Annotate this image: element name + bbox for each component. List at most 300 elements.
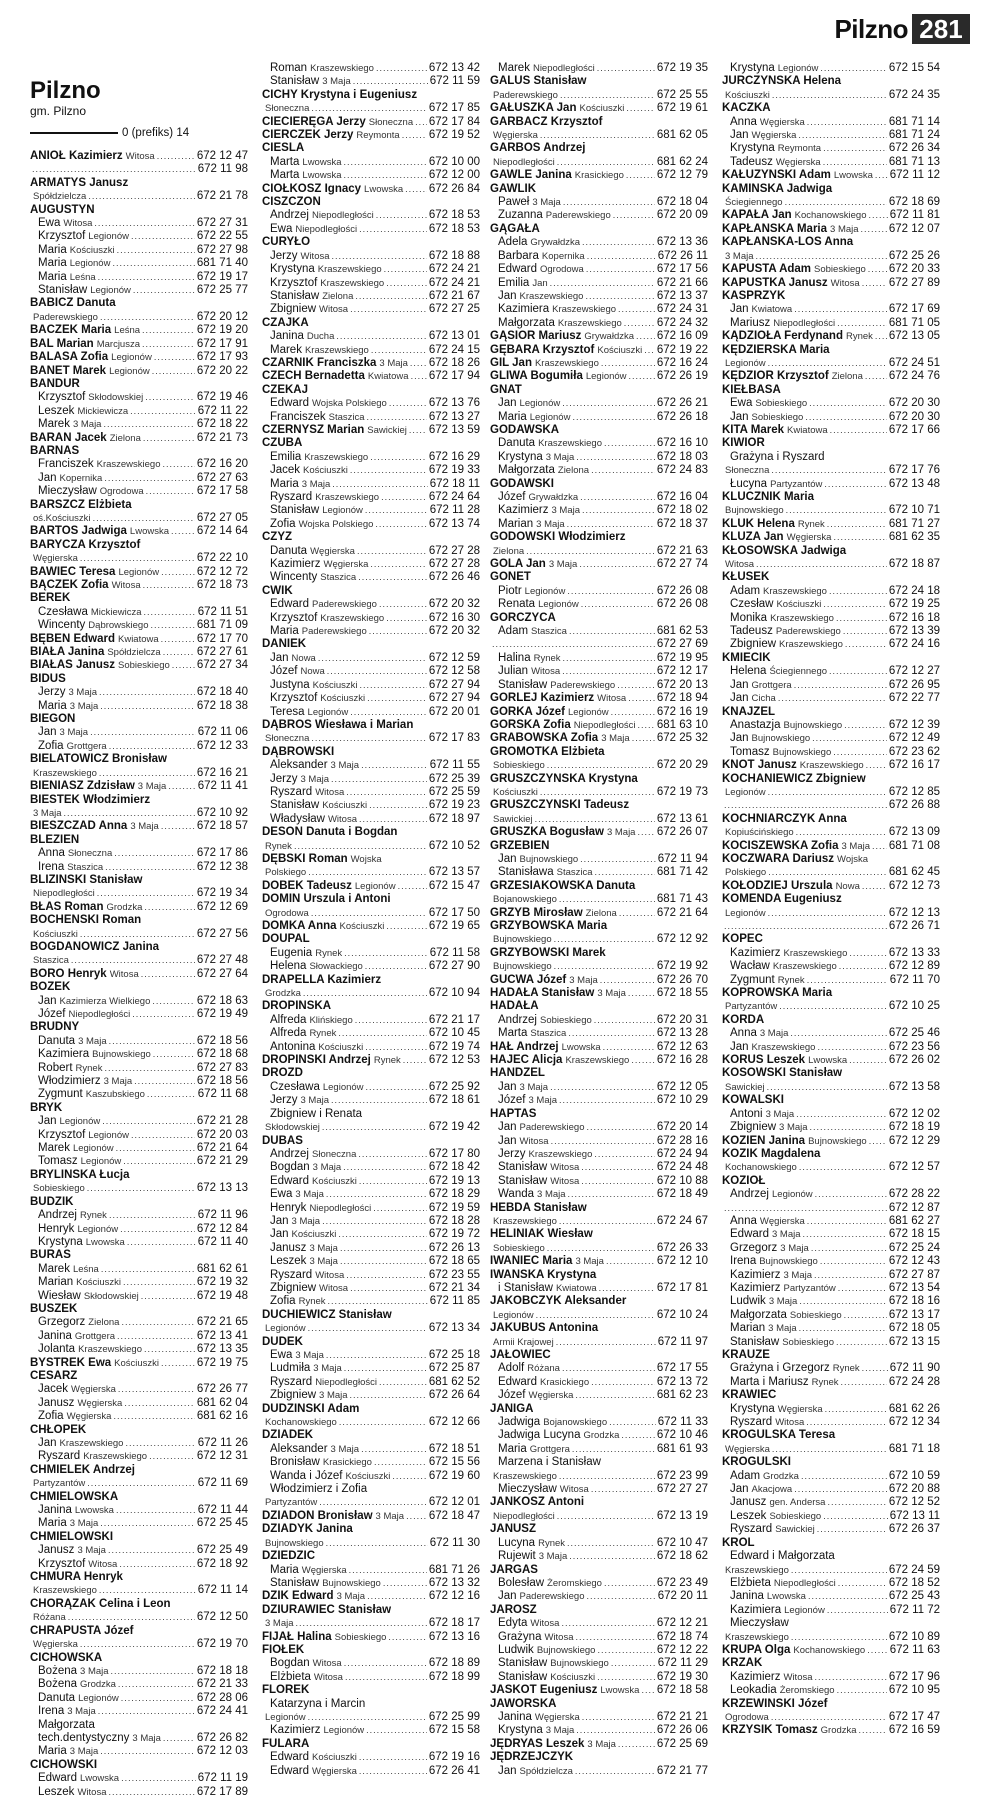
entry-street: Sobieskiego	[540, 1014, 592, 1026]
directory-entry	[490, 1041, 708, 1054]
entry-surname: DUBAS	[262, 1134, 303, 1147]
directory-entry	[490, 1188, 708, 1201]
entry-street: Grodzka	[106, 901, 143, 913]
entry-street: Kraszewskiego	[304, 451, 369, 463]
directory-entry	[30, 257, 248, 270]
entry-street: Grodzka	[80, 1679, 116, 1691]
dot-leader	[152, 365, 195, 378]
entry-first-name: Jan	[38, 994, 57, 1007]
directory-entry	[262, 491, 480, 504]
entry-street: Kościuszki	[725, 89, 770, 101]
dot-leader	[591, 1376, 655, 1389]
entry-street: Bujnowskiego	[808, 1135, 867, 1147]
entry-surname: GRUSZCZYŃSKA Krystyna	[490, 772, 638, 785]
dot-leader	[120, 1223, 195, 1236]
directory-entry	[490, 1148, 708, 1161]
entry-phone: 672 23 49	[656, 1576, 708, 1589]
entry-surname: BUDZIK	[30, 1195, 74, 1208]
directory-entry	[30, 1692, 248, 1705]
dot-leader	[375, 518, 426, 531]
dot-leader	[386, 612, 427, 625]
entry-street: Polskiego	[725, 867, 767, 879]
entry-street: Kraszewskiego	[763, 585, 827, 597]
entry-street: Grodzka	[763, 1470, 799, 1482]
dot-leader	[551, 1135, 655, 1148]
entry-phone: 681 62 53	[656, 625, 708, 638]
directory-entry	[30, 700, 248, 713]
entry-surname: BARTOS Jadwiga	[30, 525, 127, 538]
entry-first-name: Krzysztof	[38, 1557, 86, 1570]
directory-entry	[490, 799, 708, 812]
entry-phone: 672 12 79	[656, 169, 708, 182]
directory-entry	[30, 1276, 248, 1289]
directory-entry	[30, 753, 248, 766]
dot-leader	[365, 960, 427, 973]
directory-entry	[490, 504, 708, 517]
entry-phone: 672 26 08	[656, 584, 708, 597]
dot-leader	[143, 432, 195, 445]
dot-leader	[389, 397, 427, 410]
entry-phone: 672 20 14	[656, 1121, 708, 1134]
directory-entry	[490, 1698, 708, 1711]
dot-leader	[811, 1242, 887, 1255]
dot-leader	[837, 317, 887, 330]
dot-leader	[361, 759, 428, 772]
prefix-label: 0 (prefiks) 14	[122, 127, 190, 139]
dot-leader	[604, 1577, 655, 1590]
dot-leader	[415, 116, 427, 129]
entry-street: Niepodległości	[773, 1577, 836, 1589]
directory-entry	[262, 1362, 480, 1375]
dot-leader	[311, 907, 427, 920]
entry-street: Lwowska	[302, 156, 342, 168]
entry-phone: 672 17 58	[196, 485, 248, 498]
directory-entry	[262, 344, 480, 357]
directory-entry	[262, 424, 480, 437]
entry-street: Witosa	[315, 786, 345, 798]
entry-first-name: Maria	[270, 1563, 299, 1576]
entry-first-name: Marian	[498, 517, 534, 530]
entry-phone: 672 25 49	[196, 1544, 248, 1557]
directory-entry	[490, 518, 708, 531]
directory-entry	[722, 1322, 940, 1335]
entry-phone: 672 24 18	[888, 584, 940, 597]
directory-entry	[262, 1537, 480, 1550]
entry-phone: 681 62 61	[196, 1262, 248, 1275]
directory-entry	[490, 1161, 708, 1174]
entry-surname: KRZEWIŃSKI Józef	[722, 1697, 828, 1710]
directory-entry	[262, 223, 480, 236]
entry-surname: IWAŃSKA Krystyna	[490, 1268, 597, 1281]
dot-leader	[343, 1161, 427, 1174]
entry-first-name: Zbigniew i Renata	[270, 1107, 363, 1120]
directory-entry	[30, 324, 248, 337]
entry-phone: 672 12 07	[888, 222, 940, 235]
entry-street: Kraszewskiego	[519, 290, 584, 302]
entry-first-name: Piotr	[498, 584, 522, 597]
entry-street: Witosa	[530, 1618, 560, 1630]
entry-surname: KOCISZEWSKA Zofia	[722, 839, 839, 852]
entry-street: Kraszewskiego	[493, 1215, 557, 1227]
entry-street: Legionów	[354, 880, 396, 892]
entry-first-name: Henryk	[270, 1201, 307, 1214]
entry-surname: GARBACZ Krzysztof	[490, 115, 603, 128]
dot-leader	[311, 102, 426, 115]
dot-leader	[322, 1215, 427, 1228]
entry-first-name: Edyta	[498, 1617, 528, 1630]
entry-surname: CZAJKA	[262, 316, 309, 329]
dot-leader	[359, 813, 427, 826]
dot-leader	[168, 780, 195, 793]
dot-leader	[359, 1751, 427, 1764]
directory-entry	[490, 840, 708, 853]
entry-first-name: Stanisław	[270, 1576, 320, 1589]
dot-leader	[621, 1429, 654, 1442]
entry-first-name: Janina	[730, 1590, 764, 1603]
entry-phone: 672 27 98	[196, 243, 248, 256]
directory-entry	[30, 472, 248, 485]
directory-entry	[722, 317, 940, 330]
dot-leader	[601, 357, 655, 370]
entry-street: Ducha	[306, 331, 335, 343]
entry-phone: 672 12 89	[888, 960, 940, 973]
directory-entry	[262, 773, 480, 786]
entry-street: Witosa	[327, 813, 358, 825]
entry-street: Jan	[532, 277, 548, 289]
directory-entry	[490, 1228, 708, 1241]
dot-leader	[119, 1558, 194, 1571]
entry-street: 3 Maja	[569, 974, 598, 986]
dot-leader	[772, 89, 887, 102]
entry-surname: BĘBEN Edward	[30, 632, 115, 645]
entry-phone: 672 16 29	[428, 450, 480, 463]
entry-surname: KAPUSTKA Janusz	[722, 276, 828, 289]
dot-leader	[367, 411, 427, 424]
directory-entry	[490, 156, 708, 169]
entry-first-name: Anna	[38, 847, 65, 860]
entry-surname: JĘDRZEJCZYK	[490, 1751, 574, 1764]
entry-phone: 672 11 98	[197, 163, 248, 176]
entry-street: Węgierska	[323, 559, 369, 571]
dot-leader	[582, 1711, 655, 1724]
entry-first-name: Stanisław	[38, 284, 88, 297]
entry-surname: CZARNIK Franciszka	[262, 356, 377, 369]
entry-phone: 672 18 94	[656, 692, 708, 705]
entry-street: Lwowska	[766, 1591, 806, 1603]
entry-phone: 672 24 67	[656, 1214, 708, 1227]
entry-phone: 672 12 17	[656, 665, 708, 678]
entry-street: Ogrodowa	[540, 264, 584, 276]
directory-column-4	[722, 62, 940, 1738]
directory-entry	[490, 773, 708, 786]
entry-first-name: Edward	[270, 1174, 309, 1187]
entry-phone: 672 13 01	[428, 330, 480, 343]
directory-entry	[490, 1242, 708, 1255]
entry-street: Węgierska	[528, 1390, 574, 1402]
entry-phone: 672 18 03	[656, 450, 708, 463]
entry-phone: 672 26 33	[656, 1241, 708, 1254]
entry-street: Grottgera	[74, 1330, 116, 1342]
entry-phone: 672 12 50	[196, 1611, 248, 1624]
entry-phone: 672 20 31	[656, 1013, 708, 1026]
dot-leader	[778, 692, 887, 705]
entry-phone: 672 19 75	[196, 1356, 248, 1369]
dot-leader	[582, 504, 655, 517]
entry-street: Sobieskiego	[33, 1183, 85, 1195]
page-header-title: Pilzno	[834, 14, 908, 44]
entry-street: Kraszewskiego	[493, 1470, 557, 1482]
entry-street: Węgierska	[534, 1711, 580, 1723]
entry-surname: BACZEK Maria	[30, 324, 112, 337]
dot-leader	[367, 1590, 427, 1603]
entry-surname: BRUDNY	[30, 1021, 80, 1034]
entry-phone: 672 16 28	[656, 1054, 708, 1067]
entry-first-name: Janina	[38, 1504, 72, 1517]
entry-phone: 681 71 27	[888, 517, 940, 530]
entry-street: Grywałdzka	[528, 492, 579, 503]
entry-first-name: Jan	[498, 1590, 517, 1603]
entry-street: Witosa	[77, 1786, 107, 1798]
directory-entry	[262, 1617, 480, 1630]
dot-leader	[64, 807, 195, 820]
entry-first-name: Paweł	[498, 196, 530, 209]
entry-first-name: Kazimiera	[38, 1048, 90, 1061]
dot-leader	[597, 62, 655, 75]
entry-phone: 672 11 28	[429, 504, 480, 517]
dot-leader	[833, 746, 887, 759]
entry-first-name: Maria	[498, 410, 527, 423]
entry-first-name: Robert	[38, 1061, 73, 1074]
entry-street: 3 Maja	[336, 1591, 366, 1603]
entry-street: Zielona	[557, 465, 590, 477]
entry-first-name: Czesław	[730, 598, 774, 611]
dot-leader	[641, 1684, 654, 1697]
entry-street: Wojska Polskiego	[312, 398, 387, 410]
directory-entry	[30, 606, 248, 619]
dot-leader	[843, 625, 887, 638]
dot-leader	[550, 277, 655, 290]
entry-first-name: Edward	[270, 1764, 309, 1777]
directory-entry	[30, 1343, 248, 1356]
directory-entry	[722, 142, 940, 155]
entry-phone: 672 20 32	[428, 598, 480, 611]
entry-street: 3 Maja	[551, 505, 580, 517]
entry-street: Legionów	[323, 1725, 365, 1737]
entry-surname: KOZIOŁ	[722, 1174, 766, 1187]
entry-street: Spółdzielcza	[33, 191, 87, 203]
entry-surname: GODOWSKI Włodzimierz	[490, 531, 626, 544]
directory-entry	[722, 933, 940, 946]
dot-leader	[80, 928, 195, 941]
directory-entry	[490, 142, 708, 155]
dot-leader	[104, 1062, 194, 1075]
entry-street: Lwowska	[129, 526, 169, 538]
entry-first-name: Stanisław	[270, 799, 320, 812]
entry-street: Paderewskiego	[545, 210, 611, 222]
entry-surname: DESOŃ Danuta i Bogdan	[262, 826, 398, 839]
entry-first-name: Janina	[270, 330, 304, 343]
entry-phone: 672 25 32	[656, 732, 708, 745]
entry-street: Kwiatowa	[787, 424, 828, 436]
directory-entry	[30, 1705, 248, 1718]
entry-phone: 672 13 39	[888, 625, 940, 638]
entry-first-name: Jan	[498, 397, 517, 410]
entry-first-name: Kazimierz	[270, 558, 321, 571]
dot-leader	[366, 1081, 427, 1094]
entry-phone: 672 16 30	[428, 611, 480, 624]
dot-leader	[303, 987, 427, 1000]
dot-leader	[134, 1075, 195, 1088]
dot-leader	[613, 209, 655, 222]
directory-entry	[490, 330, 708, 343]
directory-entry	[490, 277, 708, 290]
entry-surname: BOGDANOWICZ Janina	[30, 940, 160, 953]
directory-entry	[262, 786, 480, 799]
entry-surname: KOMENDA Eugeniusz	[722, 893, 842, 906]
entry-street: Kraszewskiego	[565, 1055, 630, 1067]
dot-leader	[369, 799, 427, 812]
dot-leader	[108, 1544, 195, 1557]
entry-surname: GRUSZCZYŃSKI Tadeusz	[490, 799, 630, 812]
entry-phone: 672 18 22	[196, 418, 248, 431]
entry-street: Kraszewskiego	[557, 317, 622, 329]
dot-leader	[794, 303, 887, 316]
entry-street: Legionów	[725, 907, 766, 919]
entry-street: Rynek	[832, 1363, 860, 1375]
directory-entry	[30, 673, 248, 686]
dot-leader	[837, 1684, 887, 1697]
directory-entry	[722, 1309, 940, 1322]
entry-street: 3 Maja	[532, 197, 561, 209]
entry-surname: FULARA	[262, 1737, 310, 1750]
entry-phone: 672 21 65	[196, 1316, 248, 1329]
dot-leader	[868, 263, 887, 276]
dot-leader	[557, 156, 655, 169]
entry-street: Lwowska	[302, 170, 342, 182]
entry-phone: 672 13 48	[888, 477, 940, 490]
directory-entry	[490, 880, 708, 893]
entry-surname: CHORĄŻAK Celina i Leon	[30, 1597, 171, 1610]
directory-entry	[262, 1135, 480, 1148]
directory-entry	[490, 1295, 708, 1308]
entry-street: 3 Maja	[265, 1618, 294, 1630]
entry-phone: 672 13 58	[888, 1080, 940, 1093]
directory-entry	[490, 665, 708, 678]
entry-first-name: Ewa	[270, 1349, 293, 1361]
entry-first-name: Marek	[38, 1142, 70, 1155]
directory-entry	[722, 1135, 940, 1148]
directory-entry	[722, 129, 940, 142]
entry-phone: 672 28 22	[888, 1188, 940, 1201]
entry-surname: ANIOŁ Kazimierz	[30, 150, 123, 162]
entry-street: Legionów	[777, 63, 819, 74]
entry-phone: 672 18 56	[196, 1075, 248, 1088]
entry-surname: KĄDZIOŁA Ferdynand	[722, 330, 843, 343]
directory-entry	[490, 947, 708, 960]
dot-leader	[103, 418, 194, 431]
entry-street: Grywałdzka	[530, 237, 581, 249]
entry-phone: 672 13 05	[888, 330, 940, 343]
dot-leader	[338, 1228, 426, 1241]
entry-first-name: Jan	[498, 1764, 517, 1777]
entry-phone: 672 19 49	[196, 1008, 248, 1020]
entry-street: Rynek	[80, 1210, 107, 1222]
entry-street: 3 Maja	[725, 250, 754, 262]
entry-surname: JĘDRYAS Leszek	[490, 1737, 585, 1750]
entry-phone: 672 27 27	[656, 1483, 708, 1496]
entry-phone: 672 19 65	[428, 920, 480, 932]
dot-leader	[591, 1483, 655, 1496]
dot-leader	[810, 1121, 887, 1134]
dot-leader	[386, 277, 427, 290]
entry-phone: 672 25 45	[196, 1517, 248, 1530]
prefix-rule	[30, 132, 118, 134]
entry-first-name: Danuta	[498, 437, 536, 450]
entry-street: Witosa	[775, 1417, 805, 1429]
directory-entry	[262, 706, 480, 719]
entry-street: Kraszewskiego	[78, 1344, 142, 1356]
entry-first-name: Aleksander	[270, 759, 328, 772]
dot-leader	[724, 1202, 887, 1215]
entry-first-name: Andrzej	[498, 1013, 537, 1026]
entry-street: Legionów	[529, 411, 571, 423]
dot-leader	[827, 1604, 888, 1617]
entry-phone: 672 21 17	[428, 1013, 480, 1026]
entry-phone: 672 25 24	[888, 1241, 940, 1254]
directory-entry	[722, 1255, 940, 1268]
directory-entry	[490, 1081, 708, 1094]
entry-street: Sobieskiego	[769, 1510, 822, 1522]
entry-phone: 672 26 95	[888, 678, 940, 691]
entry-phone: 672 11 51	[197, 605, 248, 618]
entry-surname: BIDUŚ	[30, 672, 66, 685]
directory-entry	[262, 799, 480, 812]
entry-street: Ogrodowa	[99, 486, 144, 498]
entry-street: 3 Maja	[330, 760, 360, 772]
entry-street: Niepodległości	[773, 317, 836, 329]
entry-phone: 672 27 63	[196, 471, 248, 484]
entry-phone: 672 16 19	[656, 705, 708, 718]
directory-entry	[722, 799, 940, 812]
directory-entry	[262, 1550, 480, 1563]
entry-street: Wojska	[350, 853, 382, 865]
entry-phone: 672 18 89	[428, 1657, 480, 1670]
entry-first-name: Maria	[38, 243, 67, 256]
directory-entry	[490, 625, 708, 638]
dot-leader	[540, 129, 655, 142]
entry-surname: GODAWSKA	[490, 423, 559, 436]
directory-entry	[262, 1671, 480, 1684]
dot-leader	[790, 1027, 886, 1040]
entry-street: Różana	[527, 1363, 560, 1375]
entry-phone: 672 18 63	[196, 994, 248, 1007]
entry-street: Krasickiego	[322, 1457, 372, 1469]
entry-street: Kraszewskiego	[552, 304, 617, 316]
entry-phone: 672 11 19	[197, 1772, 248, 1785]
entry-phone: 672 19 70	[196, 1638, 248, 1651]
dot-leader	[331, 773, 427, 786]
directory-entry	[490, 209, 708, 222]
entry-street: Rynek	[315, 947, 343, 959]
entry-surname: HAJEC Alicja	[490, 1054, 563, 1067]
entry-phone: 672 27 90	[428, 960, 480, 973]
directory-entry	[490, 1738, 708, 1751]
entry-first-name: Ewa	[270, 1188, 293, 1201]
entry-street: Bojanowskiego	[493, 894, 557, 906]
entry-surname: HEBDA Stanisław	[490, 1201, 587, 1214]
dot-leader	[799, 1295, 887, 1308]
entry-first-name: i Stanisław	[498, 1281, 553, 1294]
